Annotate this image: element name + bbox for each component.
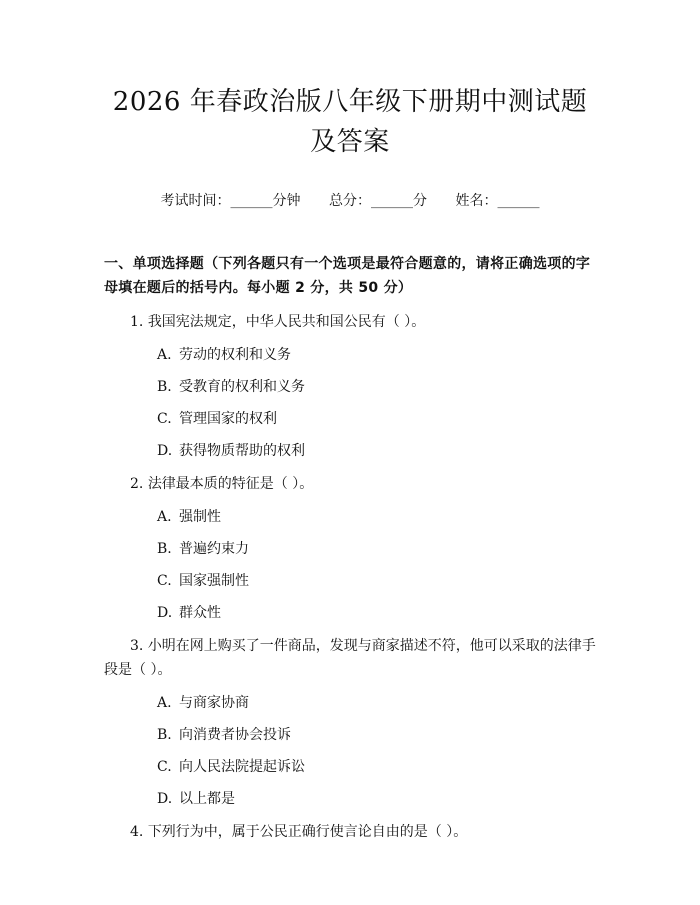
option-text: 国家强制性: [179, 573, 249, 589]
question-4: [104, 820, 596, 844]
option-a: [104, 344, 596, 366]
question-2-options: [104, 506, 596, 624]
option-b: [104, 376, 596, 398]
option-letter: D.: [157, 443, 173, 459]
option-letter: C.: [157, 759, 172, 775]
option-letter: C.: [157, 573, 172, 589]
option-text: 向消费者协会投诉: [179, 727, 291, 743]
option-text: 普遍约束力: [179, 541, 249, 557]
total-score: 总分：______分: [329, 193, 427, 209]
question-number: 3.: [130, 638, 144, 654]
option-letter: C.: [157, 411, 172, 427]
question-text: 小明在网上购买了一件商品，发现与商家描述不符，他可以采取的法律手段是（ ）。: [104, 638, 596, 678]
option-text: 劳动的权利和义务: [179, 347, 291, 363]
option-c: [104, 756, 596, 778]
question-1: [104, 310, 596, 334]
question-number: 1.: [130, 314, 144, 330]
question-number: 2.: [130, 476, 144, 492]
question-text: 法律最本质的特征是（ ）。: [147, 476, 314, 492]
option-b: [104, 538, 596, 560]
option-text: 群众性: [179, 605, 221, 621]
question-3-options: [104, 692, 596, 810]
question-1-options: [104, 344, 596, 462]
option-letter: B.: [157, 541, 172, 557]
question-number: 4.: [130, 824, 144, 840]
option-d: [104, 602, 596, 624]
option-text: 管理国家的权利: [179, 411, 277, 427]
option-d: [104, 440, 596, 462]
option-text: 向人民法院提起诉讼: [179, 759, 305, 775]
question-text: 下列行为中，属于公民正确行使言论自由的是（ ）。: [147, 824, 468, 840]
option-text: 受教育的权利和义务: [179, 379, 305, 395]
question-2: [104, 472, 596, 496]
option-letter: A.: [157, 695, 172, 711]
option-letter: D.: [157, 605, 173, 621]
question-3: [104, 634, 596, 682]
exam-time: 考试时间：______分钟: [160, 193, 301, 209]
option-text: 以上都是: [179, 791, 235, 807]
option-c: [104, 570, 596, 592]
option-letter: B.: [157, 379, 172, 395]
option-letter: D.: [157, 791, 173, 807]
option-letter: A.: [157, 347, 172, 363]
option-b: [104, 724, 596, 746]
option-a: [104, 506, 596, 528]
option-text: 获得物质帮助的权利: [179, 443, 305, 459]
question-text: 我国宪法规定，中华人民共和国公民有（ ）。: [147, 314, 426, 330]
option-letter: A.: [157, 509, 172, 525]
option-text: 强制性: [179, 509, 221, 525]
option-d: [104, 788, 596, 810]
exam-meta: [104, 190, 596, 210]
student-name: 姓名：______: [455, 193, 540, 209]
document-title: 2026 年春政治版八年级下册期中测试题及答案: [112, 87, 588, 157]
option-letter: B.: [157, 727, 172, 743]
option-c: [104, 408, 596, 430]
option-a: [104, 692, 596, 714]
section-heading: 一、单项选择题（下列各题只有一个选项是最符合题意的，请将正确选项的字母填在题后的括号内。每小题 2 分，共 50 分）: [104, 256, 591, 296]
option-text: 与商家协商: [179, 695, 249, 711]
